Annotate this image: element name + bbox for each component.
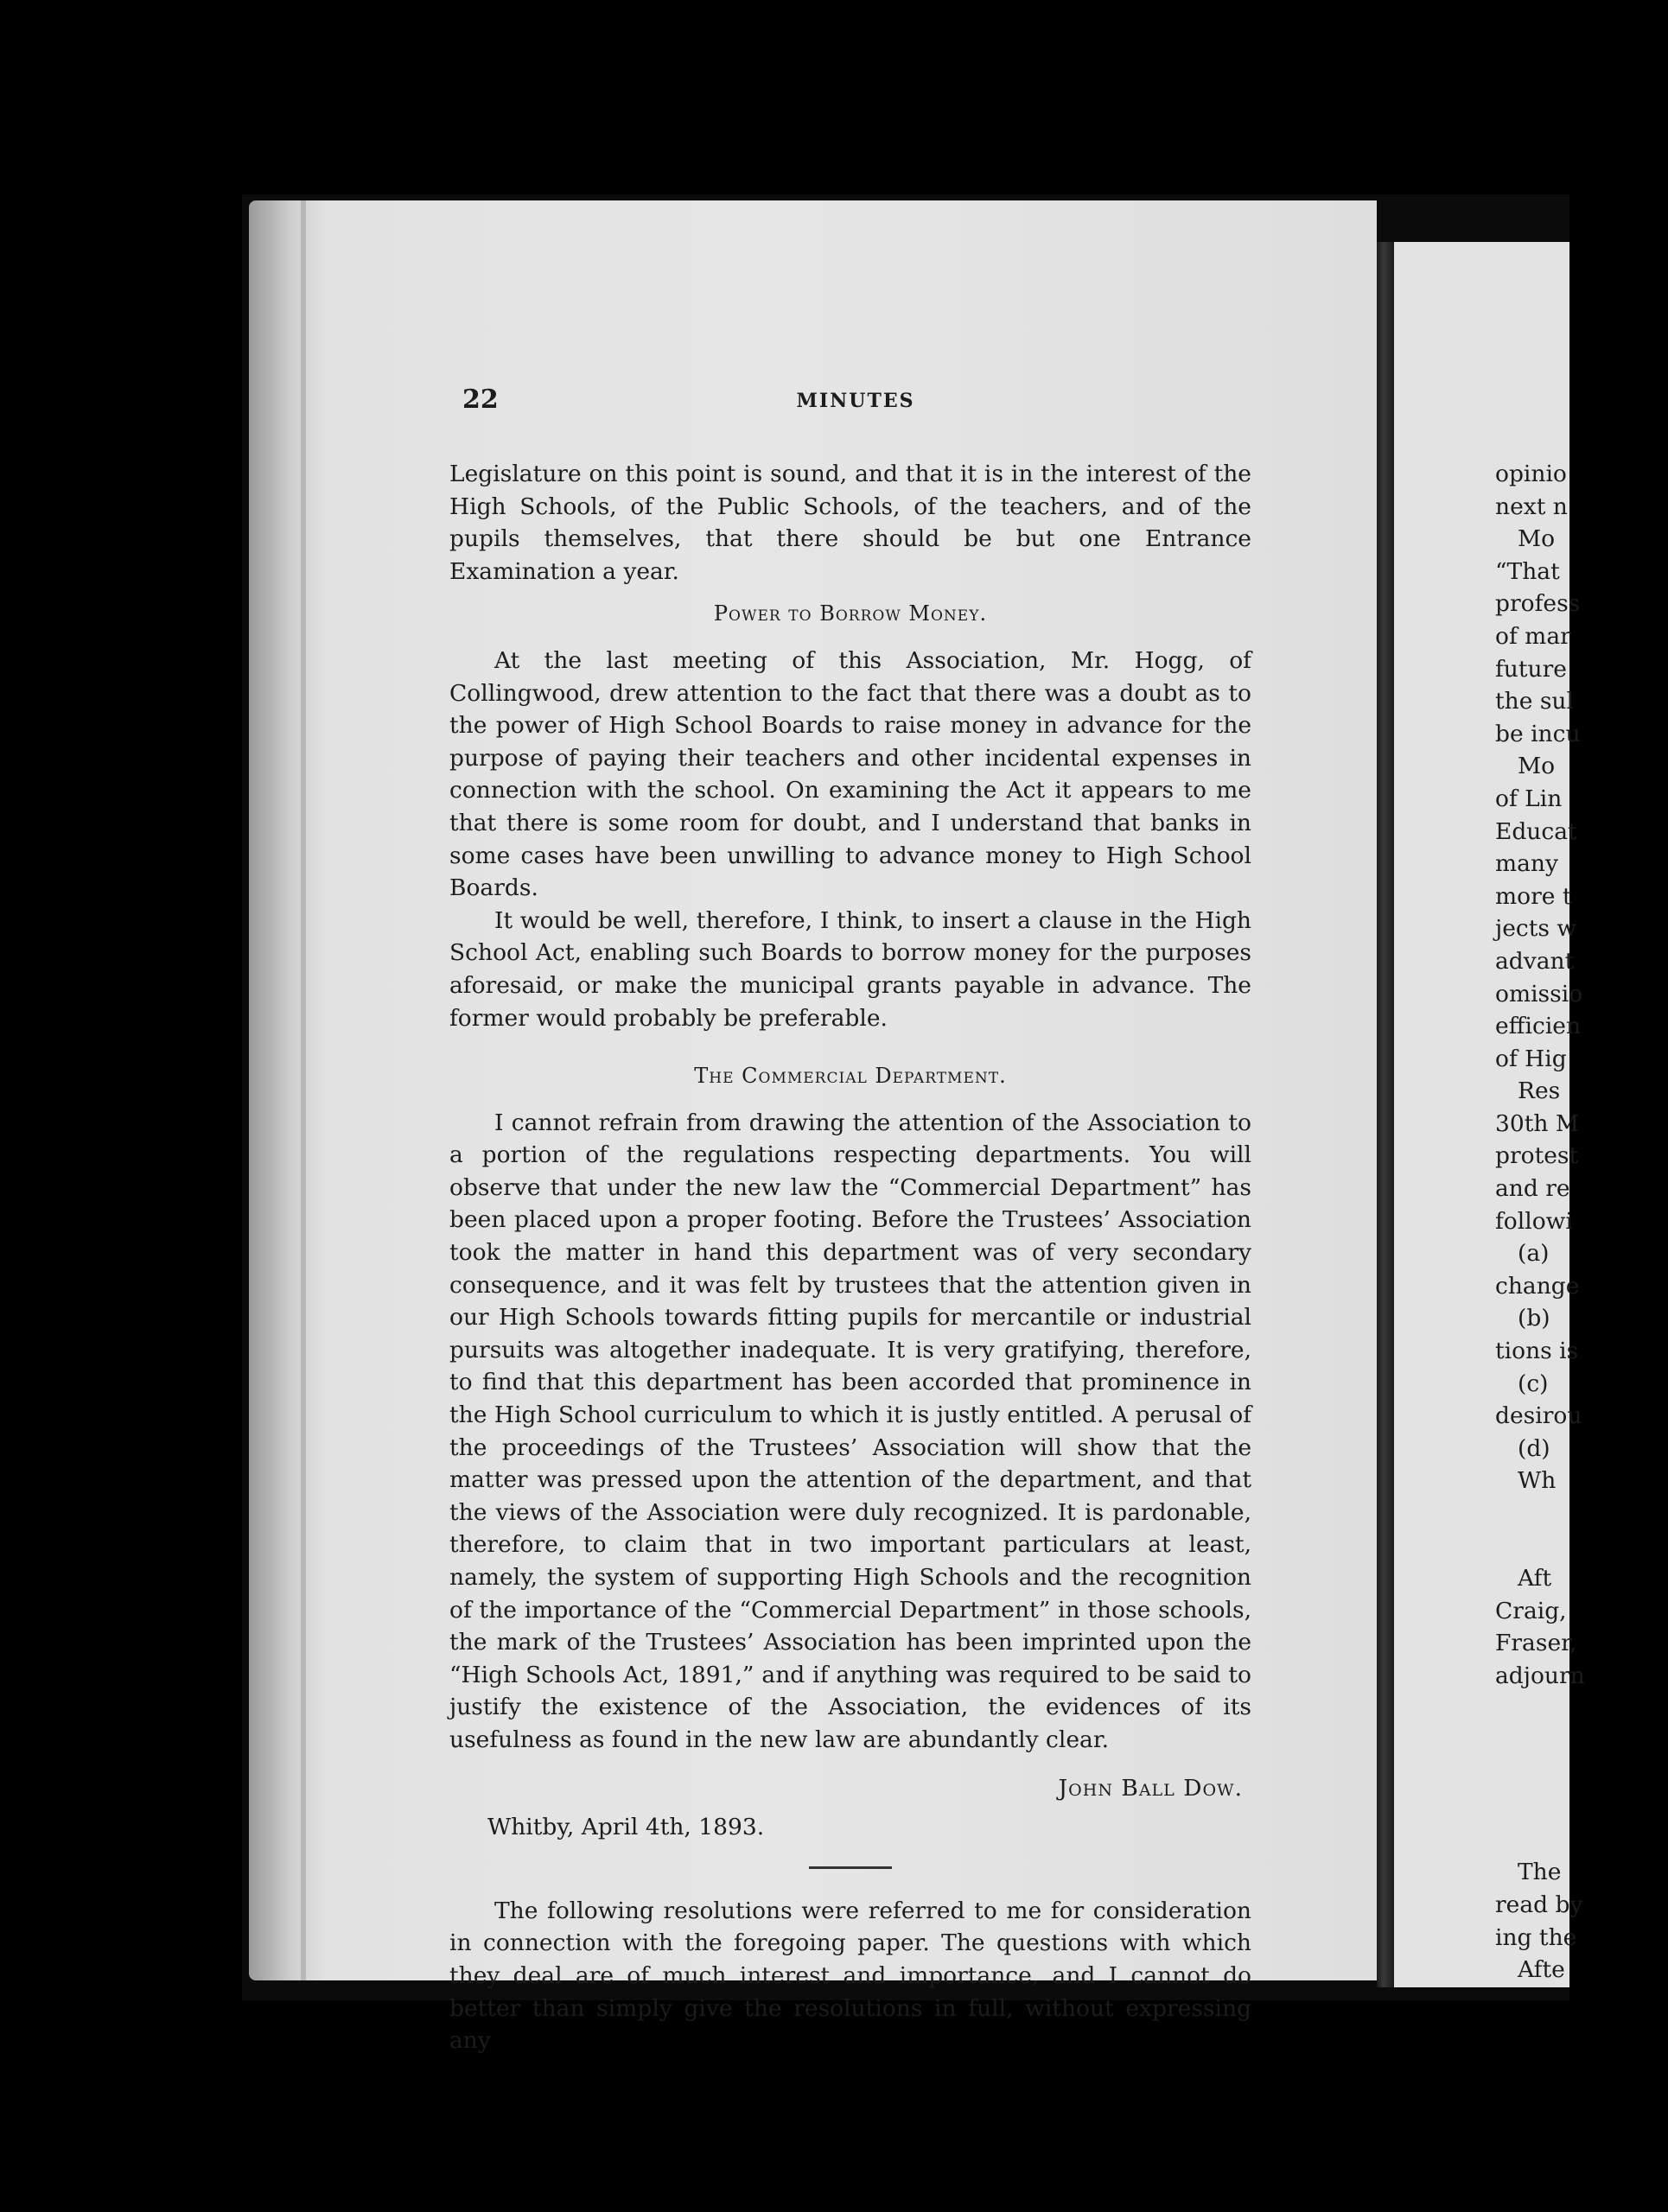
signature: John Ball Dow.	[1058, 1774, 1243, 1802]
facing-line: next n	[1495, 493, 1568, 520]
facing-line: (b)	[1518, 1305, 1550, 1332]
facing-line: future	[1495, 655, 1567, 683]
paragraph-2: At the last meeting of this Association, Mr. Hogg, of Collingwood, drew attention to the fact that there was a doubt as to the power of High School Boards to raise money in advance for the purpose of paying their teachers and other incidental expenses in connection with the school. On examining the Act it appears to me that there is some room for doubt, and I understand that banks in some cases have been unwilling to advance money to High School Boards.	[449, 646, 1251, 902]
facing-line: profess	[1495, 590, 1581, 618]
facing-line: read by	[1495, 1891, 1583, 1918]
facing-line: efficien	[1495, 1013, 1582, 1040]
facing-line: ing the	[1495, 1923, 1577, 1951]
facing-line: the sul	[1495, 688, 1574, 715]
paragraph-1: Legislature on this point is sound, and that it is in the interest of the High Schools, of the Public Schools, of the teachers, and of the pupils themselves, that there should be but one Entrance Examination a year.	[449, 461, 1251, 585]
book-gutter	[1377, 242, 1394, 1987]
facing-line: Mo	[1518, 753, 1556, 780]
facing-line: protest	[1495, 1142, 1579, 1170]
facing-line: Afte	[1518, 1956, 1565, 1984]
main-text	[449, 458, 1251, 2057]
facing-line: Wh	[1518, 1467, 1557, 1495]
facing-line: Aft	[1518, 1565, 1552, 1592]
facing-line: advant	[1495, 947, 1575, 975]
facing-line: (d)	[1518, 1434, 1550, 1462]
facing-line: jects w	[1495, 915, 1577, 943]
heading-commercial-department: The Commercial Department.	[694, 1064, 1007, 1089]
facing-line: of Hig	[1495, 1045, 1567, 1072]
facing-line: many	[1495, 850, 1558, 878]
paragraph-3: It would be well, therefore, I think, to insert a clause in the High School Act, enabling such Boards to borrow money for the purposes aforesaid, or make the municipal grants payable in advance. The former would probably be preferable.	[449, 906, 1251, 1032]
facing-line: more t	[1495, 882, 1572, 910]
facing-line: followi	[1495, 1207, 1573, 1235]
facing-line: and re	[1495, 1175, 1570, 1203]
facing-gap	[1495, 1497, 1668, 1562]
divider-rule	[809, 1866, 892, 1869]
facing-line: Educat	[1495, 817, 1577, 845]
facing-line: “That	[1495, 557, 1560, 585]
page-header	[462, 385, 1249, 419]
facing-line: 30th M	[1495, 1109, 1579, 1137]
facing-line: Mo	[1518, 525, 1556, 553]
page-number: 22	[462, 385, 499, 415]
facing-line: of mar	[1495, 622, 1571, 650]
facing-line: change	[1495, 1272, 1580, 1300]
facing-line: adjourn	[1495, 1662, 1585, 1689]
facing-line: desirou	[1495, 1402, 1582, 1430]
running-head: MINUTES	[796, 390, 915, 412]
facing-line: The	[1518, 1859, 1562, 1886]
heading-power-to-borrow: Power to Borrow Money.	[713, 601, 988, 626]
facing-line: omissio	[1495, 980, 1583, 1007]
paragraph-5: The following resolutions were referred to me for consideration in connection with the foregoing paper. The questions with which they deal are of much interest and importance, and I cannot do better than simply give the resolutions in full, without expressing any	[449, 1897, 1251, 2055]
facing-gap	[1495, 1692, 1668, 1856]
facing-line: tions is	[1495, 1338, 1579, 1365]
facing-line: Res	[1518, 1077, 1561, 1105]
facing-line: of Lin	[1495, 785, 1563, 812]
facing-line: (c)	[1518, 1370, 1549, 1397]
dateline: Whitby, April 4th, 1893.	[487, 1814, 765, 1841]
paragraph-4: I cannot refrain from drawing the attention of the Association to a portion of the regulations respecting departments. You will observe that under the new law the “Commercial Department” has been placed upon a proper footing. Before the Trustees’ Association took the matter in hand this department was of very secondary consequence, and it was felt by trustees that the attention given in our High Schools towards fitting pupils for mercantile or industrial pursuits was altogether inadequate. It is very gratifying, therefore, to find that this department has been accorded that prominence in the High School curriculum to which it is justly entitled. A perusal of the proceedings of the Trustees’ Association will show that the matter was pressed upon the attention of the department, and that the views of the Association were duly recognized. It is pardonable, therefore, to claim that in two important particulars at least, namely, the system of supporting High Schools and the recognition of the importance of the “Commercial Department” in those schools, the mark of the Trustees’ Association has been imprinted upon the “High Schools Act, 1891,” and if anything was required to be said to justify the existence of the Association, the evidences of its usefulness as found in the new law are abundantly clear.	[449, 1109, 1251, 1753]
facing-line: Fraser,	[1495, 1630, 1577, 1657]
facing-line: opinio	[1495, 461, 1567, 487]
facing-line: (a)	[1518, 1240, 1550, 1268]
facing-line: be incu	[1495, 720, 1581, 747]
facing-page-text	[1495, 458, 1668, 1986]
facing-line: Craig,	[1495, 1597, 1567, 1624]
